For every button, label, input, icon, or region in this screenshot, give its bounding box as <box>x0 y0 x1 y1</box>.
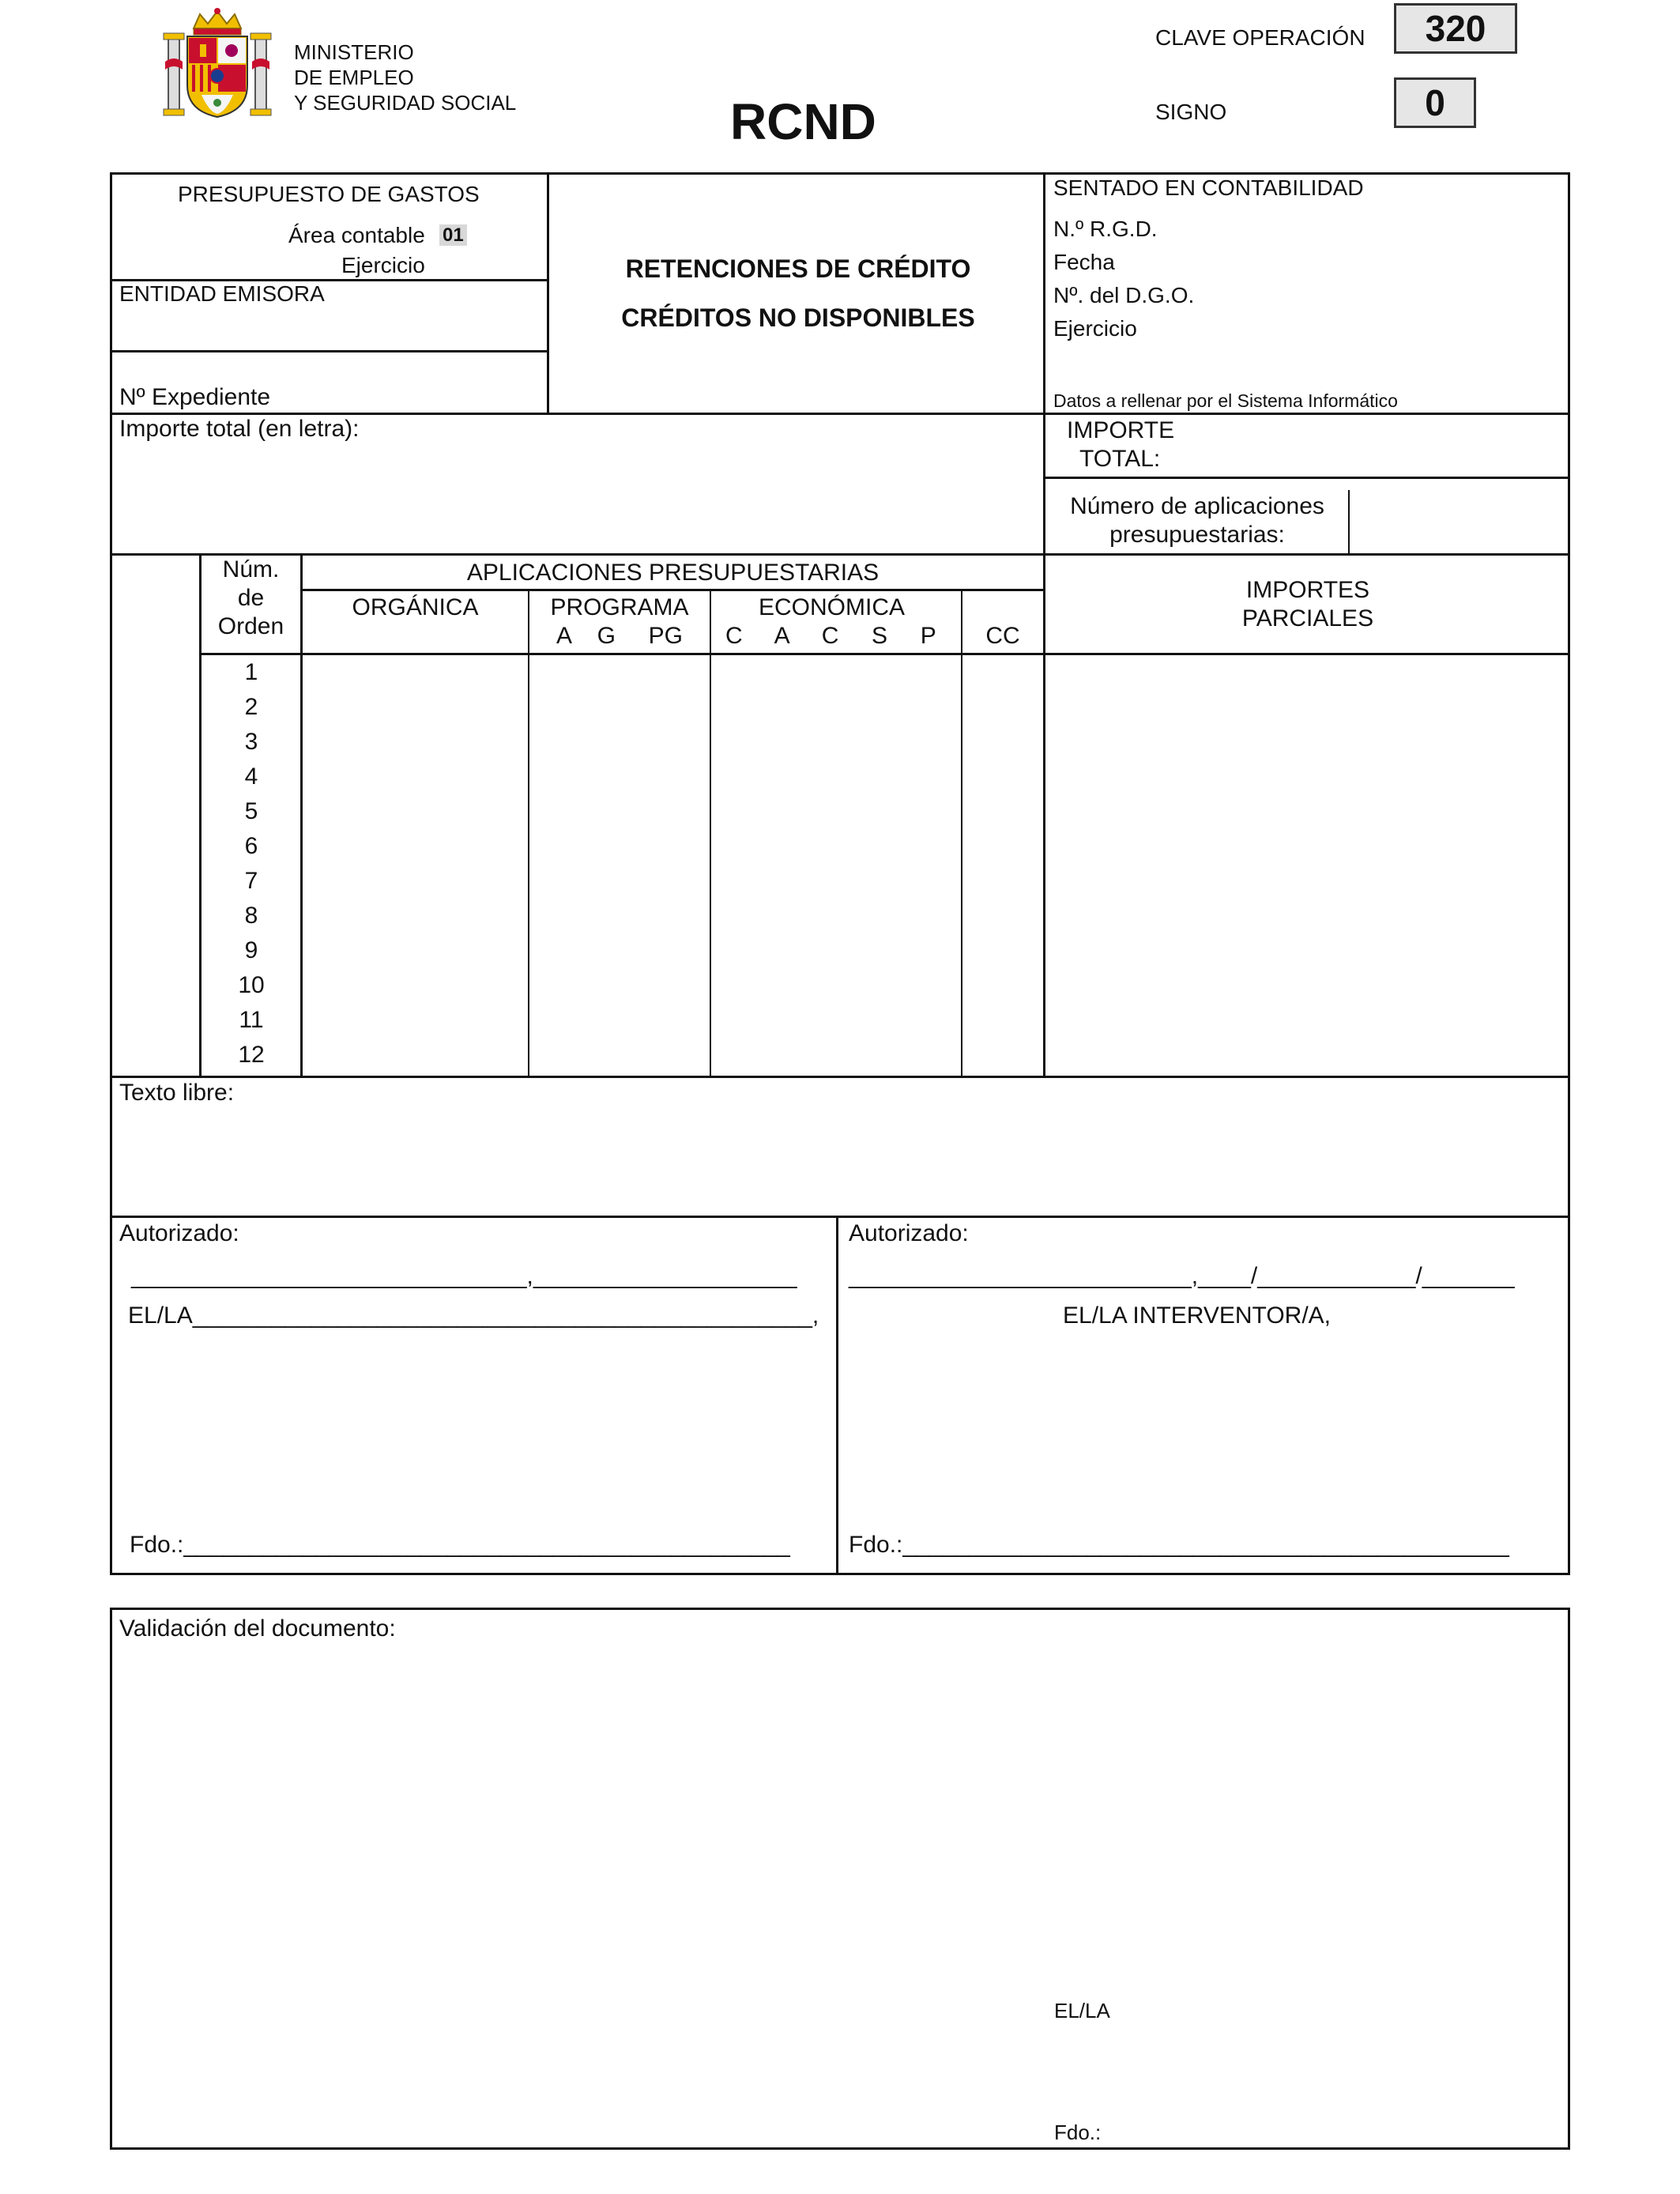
autorizado-right-place-date-line[interactable]: __________________________,____/____________/_______ <box>849 1263 1515 1289</box>
importe-total-input[interactable] <box>1185 417 1565 473</box>
texto-libre-label: Texto libre: <box>119 1080 235 1106</box>
divider <box>836 1216 838 1574</box>
frame-right-line <box>1568 172 1570 1574</box>
texto-libre-input[interactable] <box>115 1111 1564 1211</box>
system-note: Datos a rellenar por el Sistema Informático <box>1053 390 1398 411</box>
validation-label: Validación del documento: <box>119 1615 396 1642</box>
importes-header-line1: IMPORTES <box>1245 577 1370 603</box>
importes-header-line2: PARCIALES <box>1241 605 1374 631</box>
coat-of-arms-logo <box>162 6 273 121</box>
form-code: RCND <box>730 93 876 150</box>
num-aplicaciones-label-line2: presupuestarias: <box>1109 522 1285 548</box>
row-number: 11 <box>239 1007 264 1033</box>
divider <box>199 653 1570 655</box>
divider <box>300 553 303 1078</box>
ministry-name-line3: Y SEGURIDAD SOCIAL <box>294 91 517 115</box>
divider <box>1348 490 1350 553</box>
row-number: 7 <box>244 868 258 894</box>
autorizado-left-title-line[interactable]: EL/LA_______________________________________________, <box>128 1302 819 1329</box>
form-title-line1: RETENCIONES DE CRÉDITO <box>625 254 971 283</box>
economica-header: ECONÓMICA <box>759 594 906 620</box>
frame-bottom-line <box>110 1573 1570 1575</box>
aplicaciones-header: APLICACIONES PRESUPUESTARIAS <box>466 560 880 586</box>
divider <box>110 350 549 352</box>
signo-label: SIGNO <box>1155 100 1227 124</box>
num-orden-header-line3: Orden <box>217 613 284 639</box>
row-number: 9 <box>244 937 258 963</box>
row-number: 2 <box>244 694 258 720</box>
divider <box>110 1216 1570 1218</box>
row-number: 1 <box>244 659 258 685</box>
area-contable-label: Área contable <box>288 223 425 247</box>
autorizado-right-label: Autorizado: <box>849 1220 969 1246</box>
fecha-label: Fecha <box>1053 250 1115 274</box>
ejercicio-label: Ejercicio <box>341 253 425 277</box>
clave-operacion-label: CLAVE OPERACIÓN <box>1155 25 1365 50</box>
validation-fdo-label: Fdo.: <box>1054 2120 1102 2144</box>
accounting-ejercicio-label: Ejercicio <box>1053 316 1137 341</box>
frame-top-line <box>110 172 1570 175</box>
rgd-label: N.º R.G.D. <box>1053 217 1158 241</box>
autorizado-left-label: Autorizado: <box>119 1220 239 1246</box>
economica-subheader: C A C S P <box>725 623 936 649</box>
form-title-line2: CRÉDITOS NO DISPONIBLES <box>621 303 975 332</box>
row-number: 10 <box>238 972 265 998</box>
ministry-name-line2: DE EMPLEO <box>294 66 414 89</box>
autorizado-left-signature-line[interactable]: Fdo.:______________________________________________ <box>130 1532 790 1558</box>
divider <box>528 590 529 1078</box>
presupuesto-gastos-label: PRESUPUESTO DE GASTOS <box>178 182 480 206</box>
row-number: 8 <box>244 903 258 929</box>
row-number: 4 <box>244 763 258 790</box>
autorizado-right-signature-line[interactable]: Fdo.:______________________________________________ <box>849 1532 1509 1558</box>
organica-header: ORGÁNICA <box>352 594 479 620</box>
row-number: 3 <box>244 729 258 755</box>
autorizado-left-place-date-line[interactable]: ______________________________,____________________ <box>131 1263 797 1289</box>
area-contable-value[interactable] <box>439 224 467 247</box>
importe-letra-input[interactable] <box>115 447 1039 548</box>
validation-el-la-label: EL/LA <box>1054 1999 1110 2022</box>
divider <box>110 413 1570 415</box>
dgo-label: Nº. del D.G.O. <box>1053 283 1195 307</box>
cc-header: CC <box>985 623 1020 649</box>
importe-total-label-line1: IMPORTE <box>1067 417 1175 443</box>
divider <box>1043 477 1570 479</box>
validation-box <box>110 1608 1570 2150</box>
divider <box>710 590 711 1078</box>
divider <box>300 589 1045 591</box>
programa-header: PROGRAMA <box>550 594 689 620</box>
row-number: 5 <box>244 798 258 824</box>
num-aplicaciones-input[interactable] <box>1353 482 1565 550</box>
interventor-label: EL/LA INTERVENTOR/A, <box>1063 1302 1332 1329</box>
num-aplicaciones-label-line1: Número de aplicaciones <box>1070 493 1324 519</box>
entidad-emisora-label: ENTIDAD EMISORA <box>119 281 325 306</box>
frame-left-line <box>110 172 112 1574</box>
num-orden-header-line1: Núm. <box>222 556 280 582</box>
expediente-label: Nº Expediente <box>119 384 271 410</box>
num-orden-header-line2: de <box>237 585 265 611</box>
contabilidad-heading: SENTADO EN CONTABILIDAD <box>1053 175 1364 200</box>
signo-field[interactable]: 0 <box>1394 77 1476 128</box>
divider <box>547 172 549 414</box>
divider <box>110 553 1570 556</box>
programa-subheader: A G PG <box>556 623 684 649</box>
importe-total-label-line2: TOTAL: <box>1079 446 1161 472</box>
row-number: 12 <box>238 1042 265 1068</box>
divider <box>110 1076 1570 1078</box>
divider <box>961 590 962 1078</box>
clave-operacion-field[interactable]: 320 <box>1394 3 1517 54</box>
importe-letra-label: Importe total (en letra): <box>119 416 360 442</box>
ministry-name-line1: MINISTERIO <box>294 40 414 64</box>
row-number: 6 <box>244 833 258 859</box>
area-contable-code: 01 <box>439 224 467 246</box>
